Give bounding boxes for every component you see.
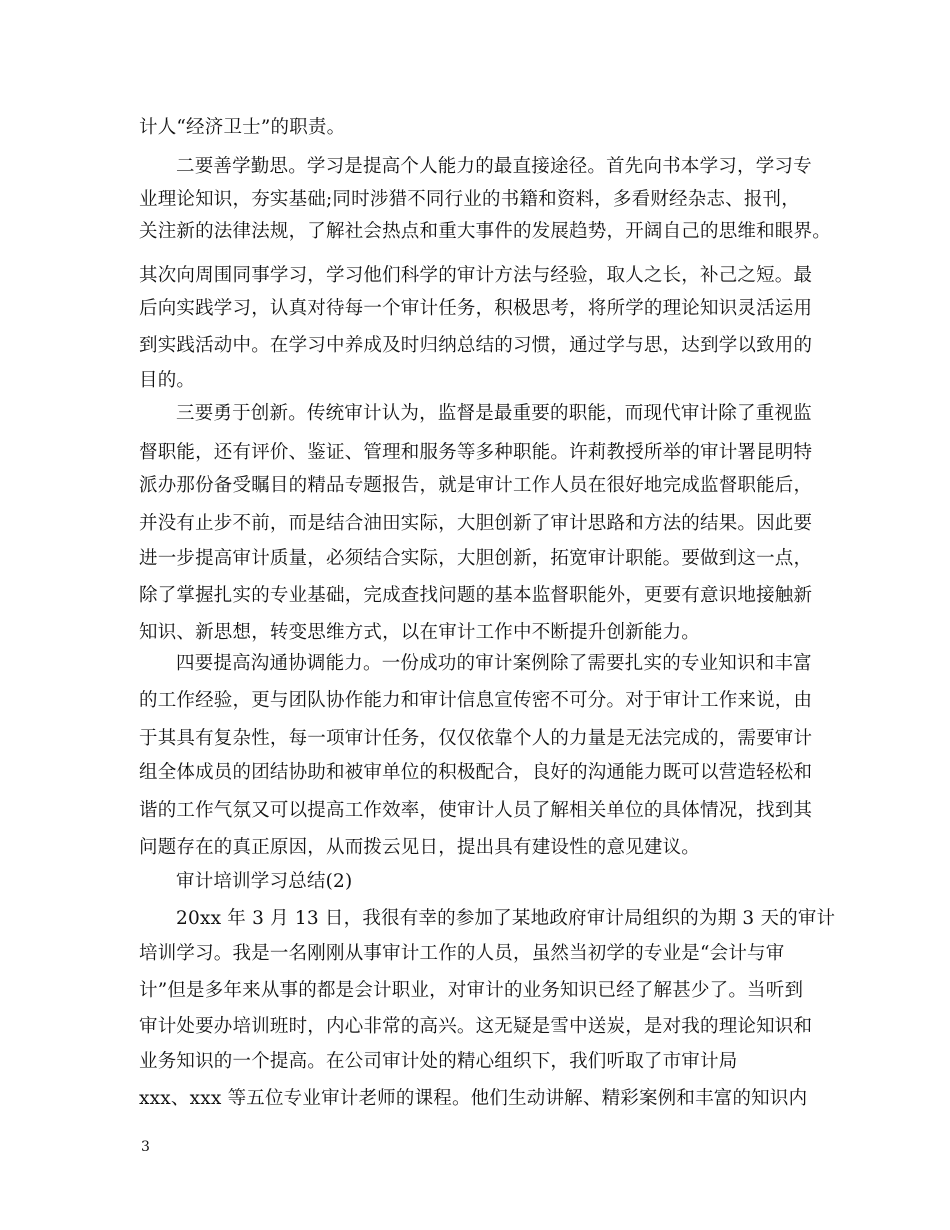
text-line: 派办那份备受瞩目的精品专题报告，就是审计工作人员在很好地完成监督职能后， [139,475,813,496]
text-line: 并没有止步不前，而是结合油田实际，大胆创新了审计思路和方法的结果。因此要 [139,513,813,534]
text-line: 关注新的法律法规，了解社会热点和重大事件的发展趋势，开阔自己的思维和眼界。 [139,221,831,242]
text-line: 后向实践学习，认真对待每一个审计任务，积极思考，将所学的理论知识灵活运用 [139,298,813,319]
page-number: 3 [141,1139,150,1155]
text-line: 督职能，还有评价、鉴证、管理和服务等多种职能。许莉教授所举的审计署昆明特 [139,442,813,463]
text-line: 审计处要办培训班时，内心非常的高兴。这无疑是雪中送炭，是对我的理论知识和 [139,1016,813,1037]
section-heading: 审计培训学习总结(2) [176,871,353,892]
text-line: 知识、新思想，转变思维方式，以在审计工作中不断提升创新能力。 [139,622,701,643]
paragraph-start-line: 20xx 年 3 月 13 日，我很有幸的参加了某地政府审计局组织的为期 3 天的审计 [176,908,836,929]
paragraph-start-line: 二要善学勤思。学习是提高个人能力的最直接途径。首先向书本学习，学习专 [176,156,812,177]
text-line: 的工作经验，更与团队协作能力和审计信息宣传密不可分。对于审计工作来说，由 [139,690,813,711]
text-line: 计人“经济卫士”的职责。 [139,117,346,138]
text-line: 除了掌握扎实的专业基础，完成查找问题的基本监督职能外，更要有意识地接触新 [139,585,813,606]
text-line: 组全体成员的团结协助和被审单位的积极配合，良好的沟通能力既可以营造轻松和 [139,762,813,783]
paragraph-start-line: 四要提高沟通协调能力。一份成功的审计案例除了需要扎实的专业知识和丰富 [176,653,812,674]
text-line: 问题存在的真正原因，从而拨云见日，提出具有建设性的意见建议。 [139,837,701,858]
text-line: 计”但是多年来从事的都是会计职业，对审计的业务知识已经了解甚少了。当听到 [139,980,804,1001]
text-line: 培训学习。我是一名刚刚从事审计工作的人员，虽然当初学的专业是“会计与审 [139,943,785,964]
text-line: xxx、xxx 等五位专业审计老师的课程。他们生动讲解、精彩案例和丰富的知识内 [139,1088,808,1109]
text-line: 业务知识的一个提高。在公司审计处的精心组织下，我们听取了市审计局 [139,1051,738,1072]
text-line: 谐的工作气氛又可以提高工作效率，使审计人员了解相关单位的具体情况，找到其 [139,800,813,821]
paragraph-start-line: 三要勇于创新。传统审计认为，监督是最重要的职能，而现代审计除了重视监 [176,403,812,424]
text-line: 进一步提高审计质量，必须结合实际，大胆创新，拓宽审计职能。要做到这一点， [139,548,813,569]
text-line: 于其具有复杂性，每一项审计任务，仅仅依靠个人的力量是无法完成的，需要审计 [139,728,813,749]
text-line: 目的。 [139,370,196,391]
text-line: 业理论知识，夯实基础;同时涉猎不同行业的书籍和资料，多看财经杂志、报刊， [139,189,800,210]
text-line: 其次向周围同事学习，学习他们科学的审计方法与经验，取人之长，补己之短。最 [139,265,813,286]
text-line: 到实践活动中。在学习中养成及时归纳总结的习惯，通过学与思，达到学以致用的 [139,335,813,356]
